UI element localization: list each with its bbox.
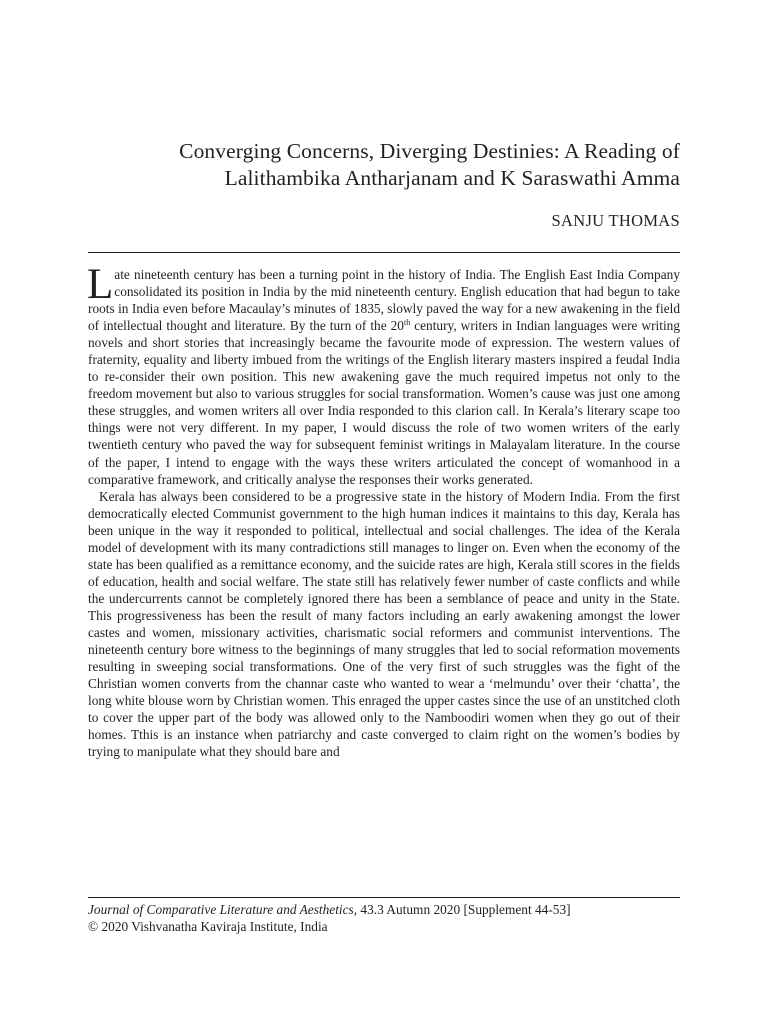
article-title-line-1: Converging Concerns, Diverging Destinies: A Reading of bbox=[179, 139, 680, 163]
issue-info: , 43.3 Autumn 2020 [Supplement 44-53] bbox=[353, 902, 571, 917]
body-paragraph-1 bbox=[87, 261, 680, 488]
body-paragraph-2: Kerala has always been considered to be a progressive state in the history of Modern India. From the first democratically elected Communist government to the high human indices it maintains to this day, Kerala has been unique in the way it responded to political, intellectual and social challenges. The idea of the Kerala model of development with its many contradictions still manages to linger on. Even when the economy of the state has been qualified as a remittance economy, and the suicide rates are high, Kerala still scores in the fields of education, health and social welfare. The state still has relatively fewer number of caste conflicts and while the undercurrents cannot be completely ignored there has been a semblance of peace and unity in the State. This progressiveness has been the result of many factors including an early awakening amongst the lower castes and women, missionary activities, charismatic social reformers and communist interventions. The nineteenth century bore witness to the beginnings of many struggles that led to social reformation movements resulting in sweeping social transformations. One of the very first of such struggles was the fight of the Christian women converts from the channar caste who wanted to wear a ‘melmundu’ over their ‘chatta’, the long white blouse worn by Christian women. This enraged the upper castes since the use of an unstitched cloth to cover the upper part of the body was allowed only to the Namboodiri women when they go out of their homes. Tthis is an instance when patriarchy and caste converged to claim right on the women’s bodies by trying to manipulate what they should bare and bbox=[88, 488, 680, 760]
header-divider bbox=[88, 252, 680, 253]
article-body bbox=[87, 261, 680, 760]
article-author: SANJU THOMAS bbox=[551, 211, 680, 230]
article-title-line-2: Lalithambika Antharjanam and K Saraswathi Amma bbox=[224, 166, 680, 190]
ordinal-superscript: th bbox=[403, 318, 411, 328]
citation-line bbox=[88, 901, 680, 918]
body-paragraph-1-text-b: century, writers in Indian languages were writing novels and short stories that increasingly became the favourite mode of expression. The western values of fraternity, equality and liberty imbued from the writings of the English literary masters inspired a feudal India to re-consider their own position. This new awakening gave the much required impetus not only to the freedom movement but also to various struggles for social transformation. Women’s cause was just one among these struggles, and women writers all over India responded to this clarion call. In Kerala’s literary scape too things were not very different. In my paper, I would discuss the role of two women writers of the early twentieth century who paved the way for subsequent feminist writings in Malayalam literature. In the course of the paper, I intend to engage with the ways these writers articulated the concept of womanhood in a comparative framework, and critically analyse the responses their works generated. bbox=[88, 318, 680, 487]
footer-divider bbox=[88, 897, 680, 898]
article-title bbox=[88, 138, 680, 192]
page-footer bbox=[88, 901, 680, 935]
journal-name: Journal of Comparative Literature and Aesthetics bbox=[88, 902, 354, 917]
journal-page bbox=[88, 0, 680, 1024]
copyright-notice: © 2020 Vishvanatha Kaviraja Institute, India bbox=[88, 919, 328, 934]
body-paragraph-1-text-a: ate nineteenth century has been a turning point in the history of India. The English East India Company consolidated its position in India by the mid nineteenth century. English education that had begun to take roots in India even before Macaulay’s minutes of 1835, slowly paved the way for a new awakening in the field of intellectual thought and literature. By the turn of the 20 bbox=[88, 267, 680, 334]
drop-cap: L bbox=[87, 261, 114, 308]
